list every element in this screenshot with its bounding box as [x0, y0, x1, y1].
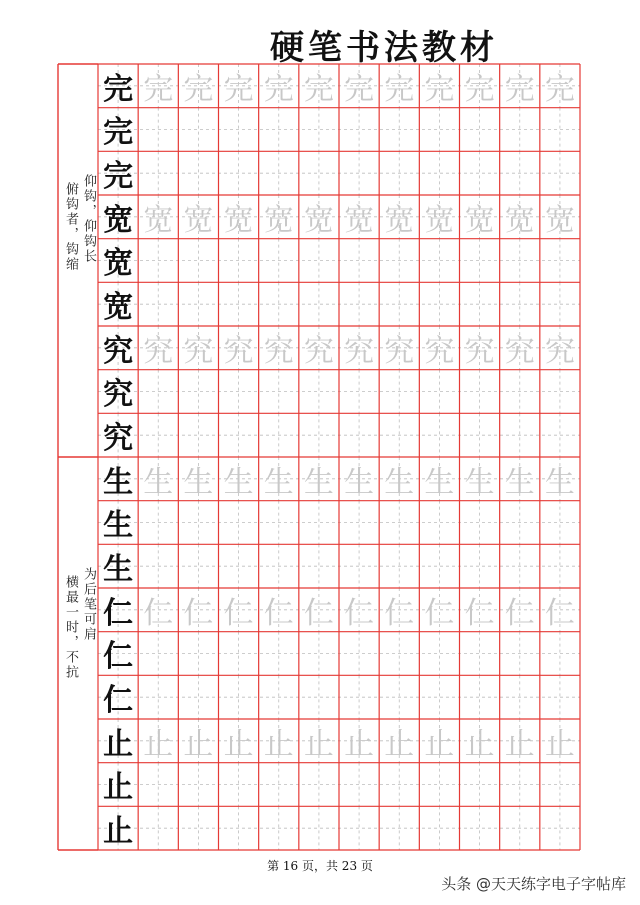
trace-character: 止 — [544, 726, 575, 762]
model-character: 生 — [103, 464, 134, 500]
trace-character: 止 — [223, 726, 254, 762]
trace-character: 究 — [504, 333, 535, 369]
trace-character: 究 — [384, 333, 415, 369]
trace-character: 究 — [464, 333, 495, 369]
trace-character: 究 — [344, 333, 375, 369]
trace-character: 生 — [504, 464, 535, 500]
model-character: 止 — [103, 770, 134, 806]
trace-character: 止 — [183, 726, 214, 762]
trace-character: 宽 — [424, 202, 455, 238]
model-character: 宽 — [103, 290, 134, 326]
model-character: 宽 — [103, 246, 134, 282]
trace-character: 究 — [544, 333, 575, 369]
stroke-note-column: 俯钩者，钩缩 — [63, 182, 78, 273]
trace-character: 仁 — [263, 595, 294, 631]
trace-character: 完 — [143, 71, 174, 107]
trace-character: 究 — [263, 333, 294, 369]
trace-character: 仁 — [183, 595, 214, 631]
page-footer: 第 16 页，共 23 页 — [267, 859, 373, 873]
trace-character: 宽 — [344, 202, 375, 238]
model-character: 完 — [103, 71, 134, 107]
model-character: 仁 — [103, 683, 134, 719]
trace-character: 生 — [303, 464, 334, 500]
trace-character: 止 — [424, 726, 455, 762]
trace-character: 究 — [303, 333, 334, 369]
trace-character: 生 — [384, 464, 415, 500]
trace-character: 止 — [143, 726, 174, 762]
page-title: 硬笔书法教材 — [270, 28, 498, 68]
trace-character: 生 — [424, 464, 455, 500]
trace-character: 宽 — [544, 202, 575, 238]
trace-character: 仁 — [143, 595, 174, 631]
trace-character: 生 — [263, 464, 294, 500]
stroke-note-column: 仰钩，仰钩长 — [81, 174, 96, 265]
trace-character: 生 — [223, 464, 254, 500]
trace-character: 止 — [344, 726, 375, 762]
trace-character: 究 — [223, 333, 254, 369]
trace-character: 完 — [263, 71, 294, 107]
trace-character: 仁 — [223, 595, 254, 631]
model-character: 完 — [103, 159, 134, 195]
trace-character: 仁 — [424, 595, 455, 631]
trace-character: 宽 — [303, 202, 334, 238]
trace-character: 完 — [223, 71, 254, 107]
trace-character: 完 — [344, 71, 375, 107]
trace-character: 究 — [424, 333, 455, 369]
trace-character: 生 — [544, 464, 575, 500]
trace-character: 完 — [424, 71, 455, 107]
trace-character: 生 — [464, 464, 495, 500]
trace-character: 宽 — [183, 202, 214, 238]
trace-character: 宽 — [223, 202, 254, 238]
trace-character: 宽 — [464, 202, 495, 238]
trace-character: 止 — [464, 726, 495, 762]
trace-character: 仁 — [544, 595, 575, 631]
trace-character: 究 — [143, 333, 174, 369]
trace-character: 宽 — [263, 202, 294, 238]
trace-character: 完 — [504, 71, 535, 107]
model-character: 止 — [103, 726, 134, 762]
model-character: 完 — [103, 115, 134, 151]
model-character: 仁 — [103, 639, 134, 675]
trace-character: 仁 — [464, 595, 495, 631]
model-character: 究 — [103, 421, 134, 457]
trace-character: 完 — [384, 71, 415, 107]
model-character: 究 — [103, 377, 134, 413]
model-character: 宽 — [103, 202, 134, 238]
trace-character: 宽 — [384, 202, 415, 238]
trace-character: 宽 — [504, 202, 535, 238]
stroke-note-column: 为后笔可肩 — [81, 567, 96, 643]
trace-character: 生 — [344, 464, 375, 500]
trace-character: 完 — [464, 71, 495, 107]
model-character: 生 — [103, 552, 134, 588]
trace-character: 仁 — [384, 595, 415, 631]
trace-character: 止 — [504, 726, 535, 762]
model-character: 究 — [103, 333, 134, 369]
trace-character: 止 — [303, 726, 334, 762]
trace-character: 完 — [183, 71, 214, 107]
watermark: 头条 @天天练字电子字帖库 — [441, 875, 626, 893]
trace-character: 宽 — [143, 202, 174, 238]
trace-character: 仁 — [504, 595, 535, 631]
trace-character: 生 — [183, 464, 214, 500]
model-character: 仁 — [103, 595, 134, 631]
trace-character: 完 — [303, 71, 334, 107]
trace-character: 仁 — [344, 595, 375, 631]
trace-character: 止 — [384, 726, 415, 762]
trace-character: 究 — [183, 333, 214, 369]
trace-character: 止 — [263, 726, 294, 762]
trace-character: 完 — [544, 71, 575, 107]
stroke-note-column: 横最一时，不抗 — [63, 575, 78, 681]
model-character: 生 — [103, 508, 134, 544]
trace-character: 生 — [143, 464, 174, 500]
trace-character: 仁 — [303, 595, 334, 631]
model-character: 止 — [103, 814, 134, 850]
